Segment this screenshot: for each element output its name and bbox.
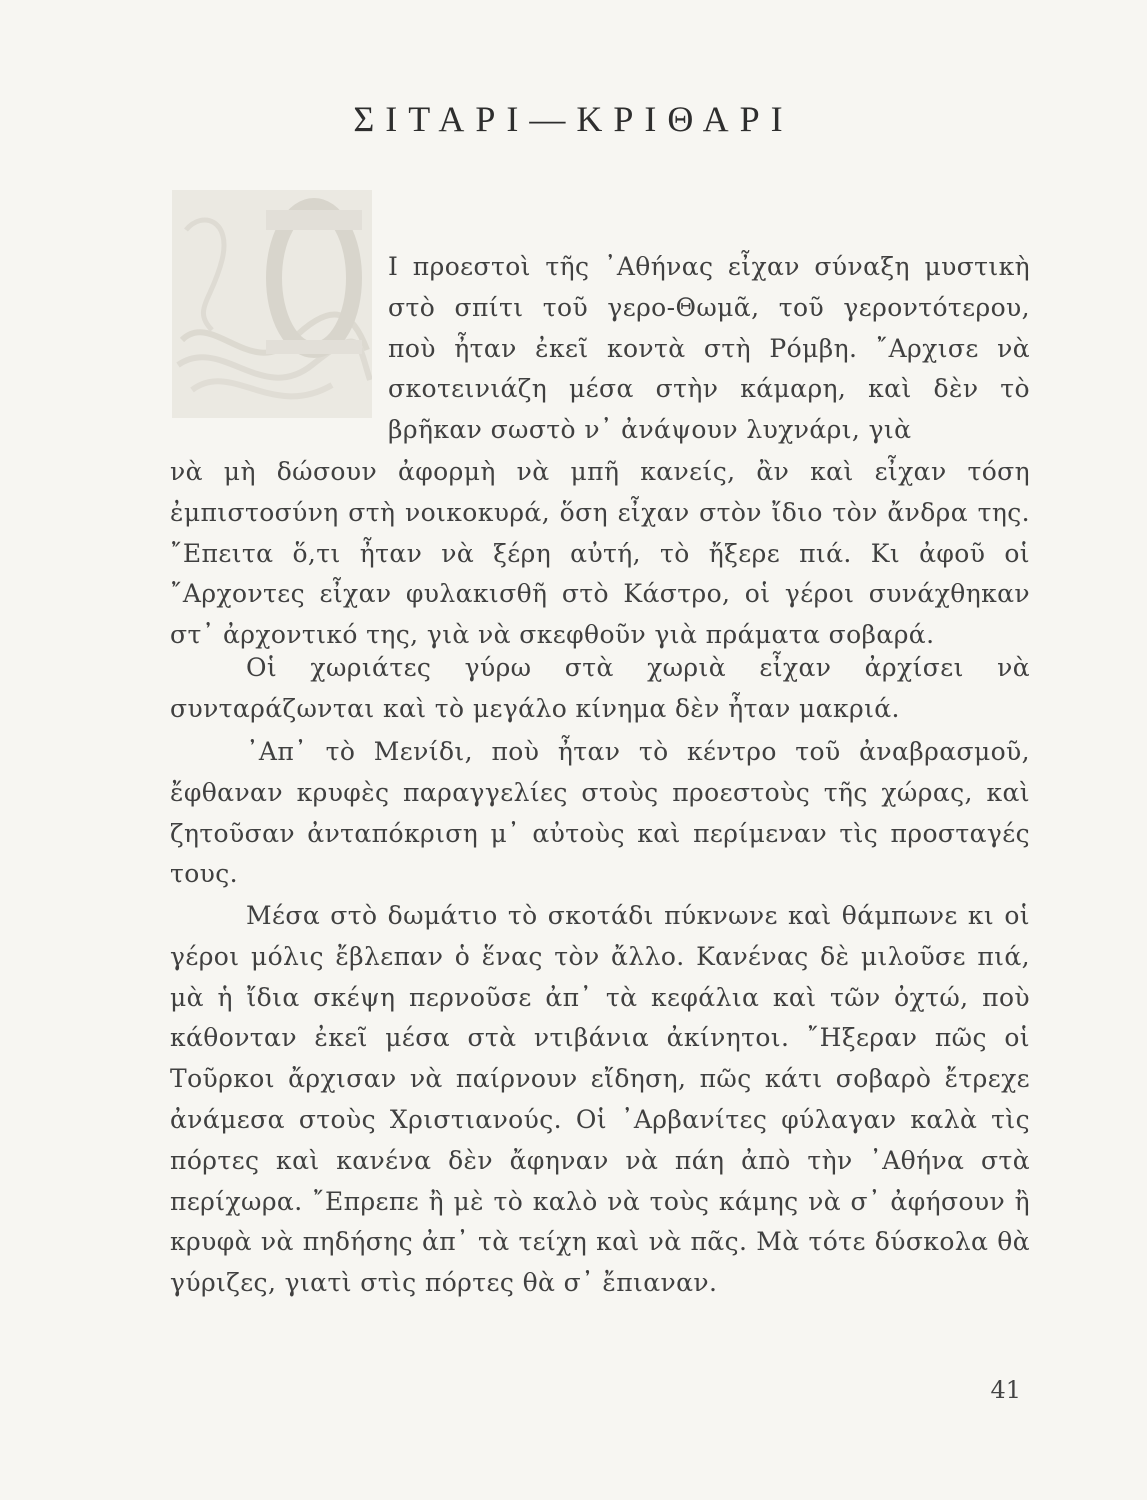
paragraph-4 — [170, 896, 1030, 1304]
paragraph-1-continuation: νὰ μὴ δώσουν ἀφορμὴ νὰ μπῆ κανείς, ἂν καὶ εἶχαν τόση ἐμπιστοσύνη στὴ νοικοκυρά, ὅση εἶχαν στὸν ἴδιο τὸν ἄνδρα της. ῎Επειτα ὅ,τι ἦταν νὰ ξέρη αὐτή, τὸ ἤξερε πιά. Κι ἀφοῦ οἱ ῎Αρχοντες εἶχαν φυλακισθῆ στὸ Κάστρο, οἱ γέροι συνάχθηκαν στ᾽ ἀρχοντικό της, γιὰ νὰ σκεφθοῦν γιὰ πράματα σοβαρά. — [170, 457, 1030, 650]
paragraph-2-text: Οἱ χωριάτες γύρω στὰ χωριὰ εἶχαν ἀρχίσει νὰ συνταράζωνται καὶ τὸ μεγάλο κίνημα δὲν ἦταν μακριά. — [170, 653, 1030, 723]
page-number: 41 — [990, 1376, 1021, 1404]
paragraph-1-opening: Ι προεστοὶ τῆς ᾽Αθήνας εἶχαν σύναξη μυστικὴ στὸ σπίτι τοῦ γερο-Θωμᾶ, τοῦ γεροντότερου, ποὺ ἦταν ἐκεῖ κοντὰ στὴ Ρόμβη. ῎Αρχισε νὰ σκοτεινιάζη μέσα στὴν κάμαρη, καὶ δὲν τὸ βρῆκαν σωστὸ ν᾽ ἀνάψουν λυχνάρι, γιὰ — [388, 252, 1030, 445]
paragraph-3-text: ᾽Απ᾽ τὸ Μενίδι, ποὺ ἦταν τὸ κέντρο τοῦ ἀναβρασμοῦ, ἔφθαναν κρυφὲς παραγγελίες στοὺς προεστοὺς τῆς χώρας, καὶ ζητοῦσαν ἀνταπόκριση μ᾽ αὐτοὺς καὶ περίμεναν τὶς προσταγές τους. — [170, 737, 1030, 889]
drop-cap-illustration — [172, 190, 372, 418]
paragraph-2 — [170, 648, 1030, 730]
drop-cap-ornament — [172, 190, 372, 418]
paragraph-4-text: Μέσα στὸ δωμάτιο τὸ σκοτάδι πύκνωνε καὶ θάμπωνε κι οἱ γέροι μόλις ἔβλεπαν ὁ ἕνας τὸν ἄλλο. Κανένας δὲ μιλοῦσε πιά, μὰ ἡ ἴδια σκέψη περνοῦσε ἀπ᾽ τὰ κεφάλια καὶ τῶν ὀχτώ, ποὺ κάθονταν ἐκεῖ μέσα στὰ ντιβάνια ἀκίνητοι. ῎Ηξεραν πῶς οἱ Τοῦρκοι ἄρχισαν νὰ παίρνουν εἴδηση, πῶς κάτι σοβαρὸ ἔτρεχε ἀνάμεσα στοὺς Χριστιανούς. Οἱ ᾽Αρβανίτες φύλαγαν καλὰ τὶς πόρτες καὶ κανένα δὲν ἄφηναν νὰ πάη ἀπὸ τὴν ᾽Αθήνα στὰ περίχωρα. ῎Επρεπε ἢ μὲ τὸ καλὸ νὰ τοὺς κάμης νὰ σ᾽ ἀφήσουν ἢ κρυφὰ νὰ πηδήσης ἀπ᾽ τὰ τείχη καὶ νὰ πᾶς. Μὰ τότε δύσκολα θὰ γύριζες, γιατὶ στὶς πόρτες θὰ σ᾽ ἔπιαναν. — [170, 901, 1030, 1298]
chapter-title: ΣΙΤΑΡΙ—ΚΡΙΘΑΡΙ — [353, 99, 794, 139]
paragraph-3 — [170, 732, 1030, 895]
